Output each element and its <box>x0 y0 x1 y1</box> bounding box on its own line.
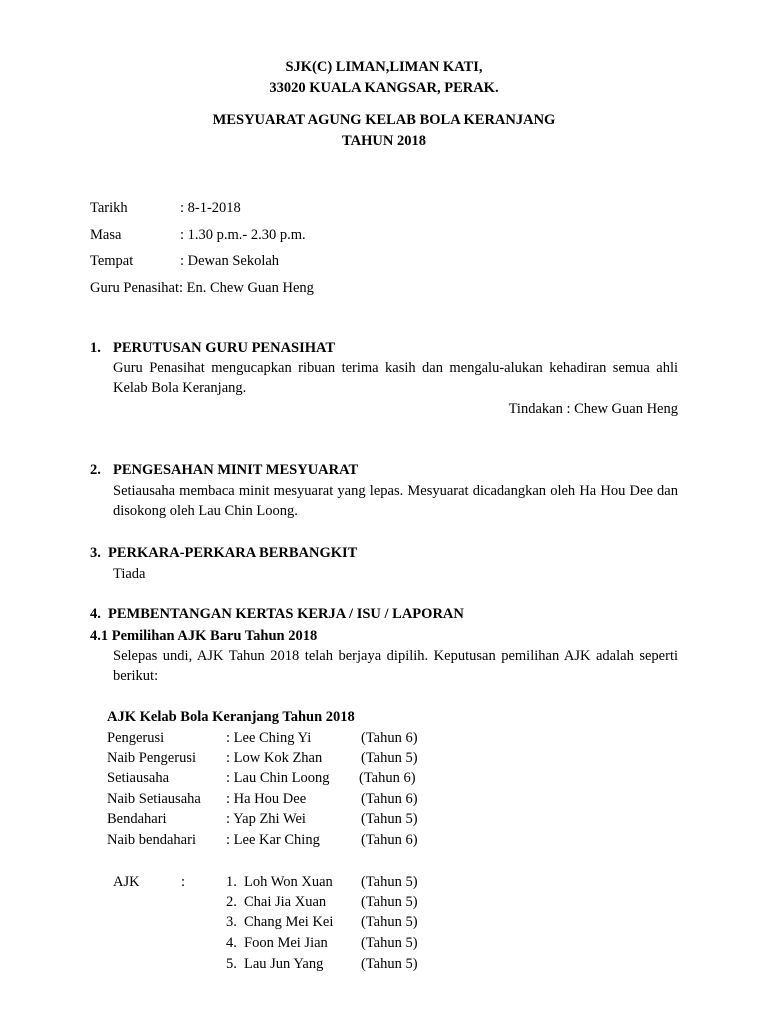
member-number: 2. <box>226 894 237 910</box>
section-2-number: 2. <box>90 462 101 478</box>
ajk-label: AJK <box>113 874 140 890</box>
ajk-colon: : <box>181 874 186 890</box>
section-2-text: Setiausaha membaca minit mesyuarat yang lepas. Mesyuarat dicadangkan oleh Ha Hou Dee dan disokong oleh Lau Chin Loong. <box>113 483 678 520</box>
advisor-line: Guru Penasihat: En. Chew Guan Heng <box>90 280 314 296</box>
committee-role: Naib Pengerusi <box>107 750 196 766</box>
meeting-year: TAHUN 2018 <box>342 133 426 149</box>
committee-name: : Ha Hou Dee <box>226 791 307 807</box>
member-name: Chang Mei Kei <box>244 914 334 930</box>
committee-role: Setiausaha <box>107 770 170 786</box>
member-year: (Tahun 5) <box>361 874 418 890</box>
member-number: 4. <box>226 935 237 951</box>
section-1-title: PERUTUSAN GURU PENASIHAT <box>113 340 336 356</box>
committee-name: : Low Kok Zhan <box>226 750 323 766</box>
committee-year: (Tahun 6) <box>361 832 418 848</box>
info-value-place: : Dewan Sekolah <box>180 253 280 269</box>
subsection-4-1-text: Selepas undi, AJK Tahun 2018 telah berjaya dipilih. Keputusan pemilihan AJK adalah seperti berikut: <box>113 648 678 685</box>
committee-role: Naib bendahari <box>107 832 196 848</box>
member-name: Lau Jun Yang <box>244 956 324 972</box>
committee-year: (Tahun 6) <box>361 730 418 746</box>
section-4-number: 4. <box>90 606 101 622</box>
committee-year: (Tahun 5) <box>361 811 418 827</box>
section-2-title: PENGESAHAN MINIT MESYUARAT <box>113 462 359 478</box>
committee-name: : Yap Zhi Wei <box>226 811 306 827</box>
member-name: Chai Jia Xuan <box>244 894 327 910</box>
committee-name: : Lee Ching Yi <box>226 730 312 746</box>
meeting-title: MESYUARAT AGUNG KELAB BOLA KERANJANG <box>212 112 556 128</box>
section-3-text: Tiada <box>113 566 146 582</box>
school-address: 33020 KUALA KANGSAR, PERAK. <box>269 80 499 96</box>
committee-year: (Tahun 6) <box>359 770 416 786</box>
school-name: SJK(C) LIMAN,LIMAN KATI, <box>285 59 483 75</box>
committee-year: (Tahun 5) <box>361 750 418 766</box>
committee-name: : Lee Kar Ching <box>226 832 320 848</box>
section-3-title: PERKARA-PERKARA BERBANGKIT <box>108 545 358 561</box>
section-1-action: Tindakan : Chew Guan Heng <box>508 401 678 417</box>
committee-role: Bendahari <box>107 811 167 827</box>
info-value-date: : 8-1-2018 <box>180 200 241 216</box>
member-number: 5. <box>226 956 237 972</box>
committee-name: : Lau Chin Loong <box>226 770 330 786</box>
member-year: (Tahun 5) <box>361 894 418 910</box>
committee-role: Naib Setiausaha <box>107 791 201 807</box>
section-1-text: Guru Penasihat mengucapkan ribuan terima kasih dan mengalu-alukan kehadiran semua ahli Kelab Bola Keranjang. <box>113 360 678 397</box>
info-label-time: Masa <box>90 227 122 243</box>
subsection-4-1-title: 4.1 Pemilihan AJK Baru Tahun 2018 <box>90 628 318 644</box>
member-number: 1. <box>226 874 237 890</box>
committee-role: Pengerusi <box>107 730 165 746</box>
info-label-date: Tarikh <box>90 200 128 216</box>
member-number: 3. <box>226 914 237 930</box>
member-name: Foon Mei Jian <box>244 935 328 951</box>
section-4-title: PEMBENTANGAN KERTAS KERJA / ISU / LAPORAN <box>108 606 464 622</box>
info-value-time: : 1.30 p.m.- 2.30 p.m. <box>180 227 306 243</box>
info-label-place: Tempat <box>90 253 134 269</box>
committee-title: AJK Kelab Bola Keranjang Tahun 2018 <box>107 709 355 725</box>
member-year: (Tahun 5) <box>361 956 418 972</box>
member-name: Loh Won Xuan <box>244 874 333 890</box>
section-1-number: 1. <box>90 340 101 356</box>
section-3-number: 3. <box>90 545 101 561</box>
member-year: (Tahun 5) <box>361 914 418 930</box>
committee-year: (Tahun 6) <box>361 791 418 807</box>
member-year: (Tahun 5) <box>361 935 418 951</box>
